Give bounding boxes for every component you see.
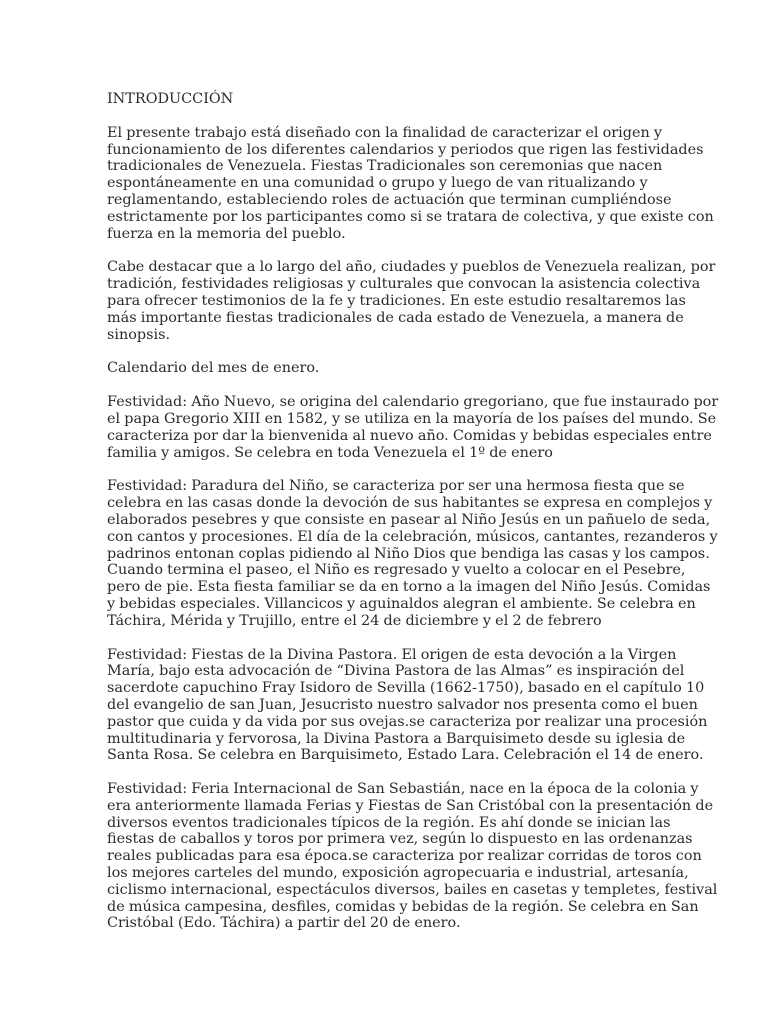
paragraph-introduction: El presente trabajo está diseñado con la finalidad de caracterizar el origen y funcionamiento de los diferentes calendarios y periodos que rigen las festividades tradicionales de Venezuela. Fiestas Tradicionales son ceremonias que nacen espontáneamente en una comunidad o grupo y luego de van ritualizando y reglamentando, estableciendo roles de actuación que terminan cumpliéndose estrictamente por los participantes como si se tratara de colectiva, y que existe con fuerza en la memoria del pueblo. [107,124,714,242]
paragraph-divina-pastora: Festividad: Fiestas de la Divina Pastora. El origen de esta devoción a la Virgen María, bajo esta advocación de “Divina Pastora de las Almas” es inspiración del sacerdote capuchino Fray Isidoro de Sevilla (1662-1750), basado en el capítulo 10 del evangelio de san Juan, Jesucristo nuestro salvador nos presenta como el buen pastor que cuida y da vida por sus ovejas.se caracteriza por realizar una procesión multitudinaria y fervorosa, la Divina Pastora a Barquisimeto desde su iglesia de Santa Rosa. Se celebra en Barquisimeto, Estado Lara. Celebración el 14 de enero. [107,646,708,764]
paragraph-paradura-del-nino: Festividad: Paradura del Niño, se caracteriza por ser una hermosa fiesta que se celebra en las casas donde la devoción de sus habitantes se expresa en complejos y elaborados pesebres y que consiste en pasear al Niño Jesús en un pañuelo de seda, con cantos y procesiones. El día de la celebración, músicos, cantantes, rezanderos y padrinos entonan coplas pidiendo al Niño Dios que bendiga las casas y los campos. Cuando termina el paseo, el Niño es regresado y vuelto a colocar en el Pesebre, pero de pie. Esta fiesta familiar se da en torno a la imagen del Niño Jesús. Comidas y bebidas especiales. Villancicos y aguinaldos alegran el ambiente. Se celebra en Táchira, Mérida y Trujillo, entre el 24 de diciembre y el 2 de febrero [107,478,718,629]
paragraph-cabe-destacar: Cabe destacar que a lo largo del año, ciudades y pueblos de Venezuela realizan, por tradición, festividades religiosas y culturales que convocan la asistencia colectiva para ofrecer testimonios de la fe y tradiciones. En este estudio resaltaremos las más importante fiestas tradicionales de cada estado de Venezuela, a manera de sinopsis. [107,259,716,343]
document-title: INTRODUCCIÓN [107,91,234,107]
paragraph-ano-nuevo: Festividad: Año Nuevo, se origina del calendario gregoriano, que fue instaurado por el papa Gregorio XIII en 1582, y se utiliza en la mayoría de los países del mundo. Se caracteriza por dar la bienvenida al nuevo año. Comidas y bebidas especiales entre familia y amigos. Se celebra en toda Venezuela el 1º de enero [107,394,719,461]
paragraph-calendario-enero: Calendario del mes de enero. [107,360,320,377]
document-page [107,91,719,949]
paragraph-feria-san-sebastian: Festividad: Feria Internacional de San Sebastián, nace en la época de la colonia y era anteriormente llamada Ferias y Fiestas de San Cristóbal con la presentación de diversos eventos tradicionales típicos de la región. Es ahí donde se inician las fiestas de caballos y toros por primera vez, según lo dispuesto en las ordenanzas reales publicadas para esa época.se caracteriza por realizar corridas de toros con los mejores carteles del mundo, exposición agropecuaria e industrial, artesanía, ciclismo internacional, espectáculos diversos, bailes en casetas y templetes, festival de música campesina, desfiles, comidas y bebidas de la región. Se celebra en San Cristóbal (Edo. Táchira) a partir del 20 de enero. [107,781,718,932]
